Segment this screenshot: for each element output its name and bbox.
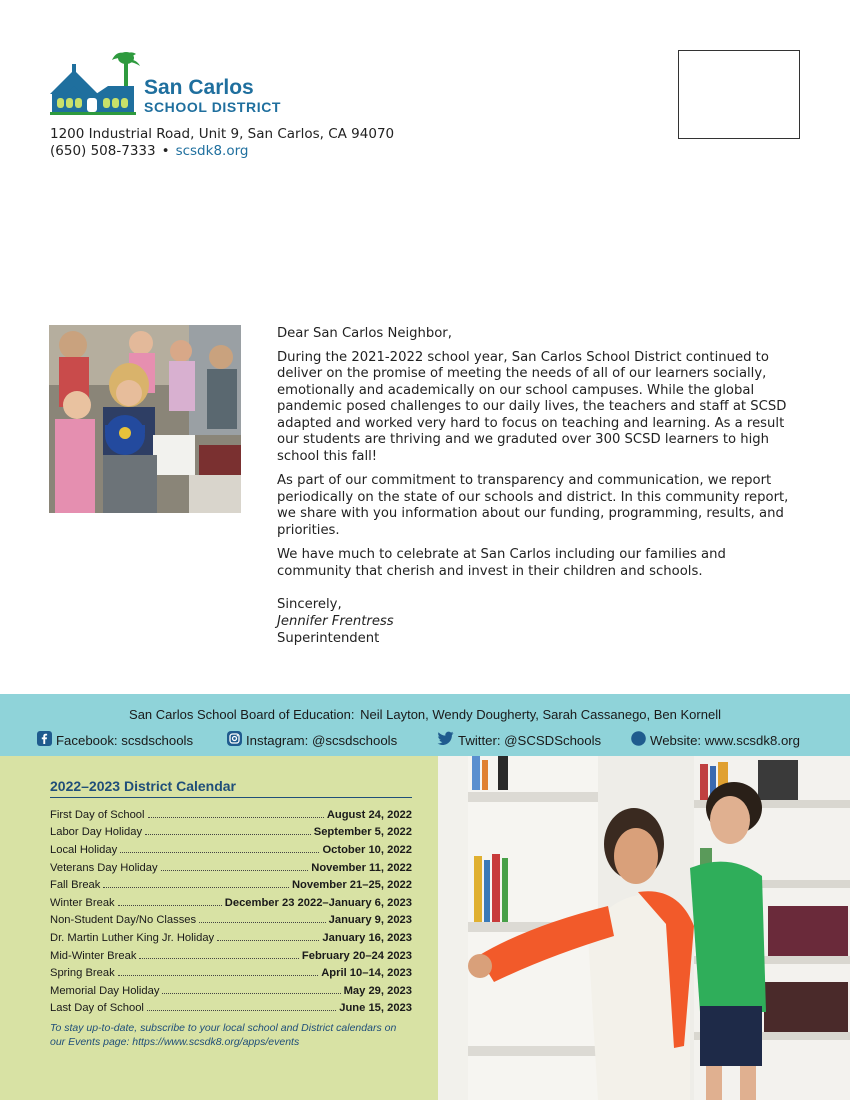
dot-leader <box>145 826 311 835</box>
website-social-link[interactable] <box>631 731 800 749</box>
phone-number[interactable]: (650) 508-7333 <box>50 143 156 159</box>
letter-closing: Sincerely, <box>277 597 342 612</box>
district-calendar-panel <box>0 756 438 1100</box>
dot-leader <box>120 844 319 853</box>
event-date: January 9, 2023 <box>328 914 412 927</box>
calendar-event-list <box>50 806 412 1017</box>
website-link[interactable]: scsdk8.org <box>175 143 249 159</box>
logo-name: San Carlos <box>144 76 254 99</box>
library-photo-image <box>438 756 850 1100</box>
calendar-row <box>50 1000 412 1018</box>
calendar-row <box>50 859 412 877</box>
event-name: Dr. Martin Luther King Jr. Holiday <box>50 931 215 944</box>
instagram-label: Instagram: @scsdschools <box>246 732 398 748</box>
event-date: November 11, 2022 <box>311 861 412 874</box>
postage-box <box>678 50 800 139</box>
dot-leader <box>148 809 324 818</box>
dot-leader <box>217 932 319 941</box>
calendar-row <box>50 841 412 859</box>
district-address <box>50 126 394 160</box>
signer-title: Superintendent <box>277 631 380 646</box>
superintendent-letter <box>277 326 799 647</box>
event-date: October 10, 2022 <box>322 843 412 856</box>
letter-greeting: Dear San Carlos Neighbor, <box>277 326 452 341</box>
dot-leader <box>118 897 222 906</box>
event-date: April 10–14, 2023 <box>321 967 412 980</box>
event-name: First Day of School <box>50 808 145 821</box>
letter-paragraph: During the 2021-2022 school year, San Carlos School District continued to deliver on the promise of meeting the needs of all of our learners socially, emotionally and academically on our school campuses. While the global pandemic posed challenges to our daily lives, the teachers and staff at SCSD adapted and worked very hard to focus on teaching and learning. As a result our students are thriving and we graduted over 300 SCSD learners to high school this fall! <box>277 349 787 464</box>
instagram-icon <box>227 731 242 749</box>
logo-subtitle: SCHOOL DISTRICT <box>144 99 282 115</box>
dot-leader <box>118 967 319 976</box>
board-label: San Carlos School Board of Education: <box>129 707 355 722</box>
event-date: August 24, 2022 <box>326 808 412 821</box>
calendar-subscribe-note: To stay up-to-date, subscribe to your local school and District calendars on our Events page: https://www.scsdk8.org/apps/events <box>50 1022 397 1048</box>
letter-paragraph: As part of our commitment to transparency and communication, we report periodically on the state of our schools and district. In this community report, we share with you information about our funding, programming, results, and priorities. <box>277 473 789 538</box>
calendar-title: 2022–2023 District Calendar <box>50 778 412 798</box>
calendar-row <box>50 824 412 842</box>
dot-leader <box>199 914 326 923</box>
library-students-photo <box>438 756 850 1100</box>
dot-leader <box>162 985 340 994</box>
board-members: Neil Layton, Wendy Dougherty, Sarah Cassanego, Ben Kornell <box>360 707 721 722</box>
event-date: December 23 2022–January 6, 2023 <box>224 896 412 909</box>
event-name: Last Day of School <box>50 1002 144 1015</box>
separator-dot: • <box>161 143 170 159</box>
calendar-row <box>50 876 412 894</box>
event-name: Fall Break <box>50 879 101 892</box>
classroom-reading-photo <box>49 325 241 513</box>
district-logo <box>48 48 308 118</box>
event-date: June 15, 2023 <box>339 1002 412 1015</box>
event-name: Spring Break <box>50 967 115 980</box>
twitter-icon <box>437 731 454 749</box>
facebook-link[interactable] <box>37 731 193 749</box>
twitter-label: Twitter: @SCSDSchools <box>458 732 602 748</box>
event-name: Winter Break <box>50 896 115 909</box>
calendar-row <box>50 894 412 912</box>
event-name: Labor Day Holiday <box>50 826 143 839</box>
globe-icon <box>631 731 646 749</box>
event-date: February 20–24 2023 <box>301 949 412 962</box>
calendar-row <box>50 982 412 1000</box>
board-of-education <box>0 707 850 722</box>
schoolhouse-palm-icon <box>48 48 144 118</box>
classroom-photo-image <box>49 325 241 513</box>
calendar-row <box>50 929 412 947</box>
dot-leader <box>161 862 309 871</box>
event-date: January 16, 2023 <box>322 931 412 944</box>
calendar-row <box>50 806 412 824</box>
event-date: September 5, 2022 <box>313 826 412 839</box>
board-social-band <box>0 694 850 756</box>
letter-paragraph: We have much to celebrate at San Carlos including our families and community that cherish and invest in their children and schools. <box>277 547 726 579</box>
website-label: Website: www.scsdk8.org <box>650 732 801 748</box>
dot-leader <box>139 950 298 959</box>
instagram-link[interactable] <box>227 731 397 749</box>
facebook-icon <box>37 731 52 749</box>
contact-line <box>50 143 394 160</box>
letter-signature-block <box>277 596 799 647</box>
twitter-link[interactable] <box>437 731 601 749</box>
event-name: Veterans Day Holiday <box>50 861 158 874</box>
event-name: Mid-Winter Break <box>50 949 137 962</box>
event-date: November 21–25, 2022 <box>291 879 412 892</box>
event-name: Non-Student Day/No Classes <box>50 914 197 927</box>
event-name: Memorial Day Holiday <box>50 984 160 997</box>
event-date: May 29, 2023 <box>343 984 412 997</box>
facebook-label: Facebook: scsdschools <box>56 732 194 748</box>
calendar-row <box>50 947 412 965</box>
dot-leader <box>103 879 289 888</box>
calendar-row <box>50 912 412 930</box>
address-line: 1200 Industrial Road, Unit 9, San Carlos, CA 94070 <box>50 126 395 142</box>
event-name: Local Holiday <box>50 843 118 856</box>
dot-leader <box>147 1002 336 1011</box>
signer-name: Jennifer Frentress <box>277 614 394 629</box>
calendar-row <box>50 964 412 982</box>
